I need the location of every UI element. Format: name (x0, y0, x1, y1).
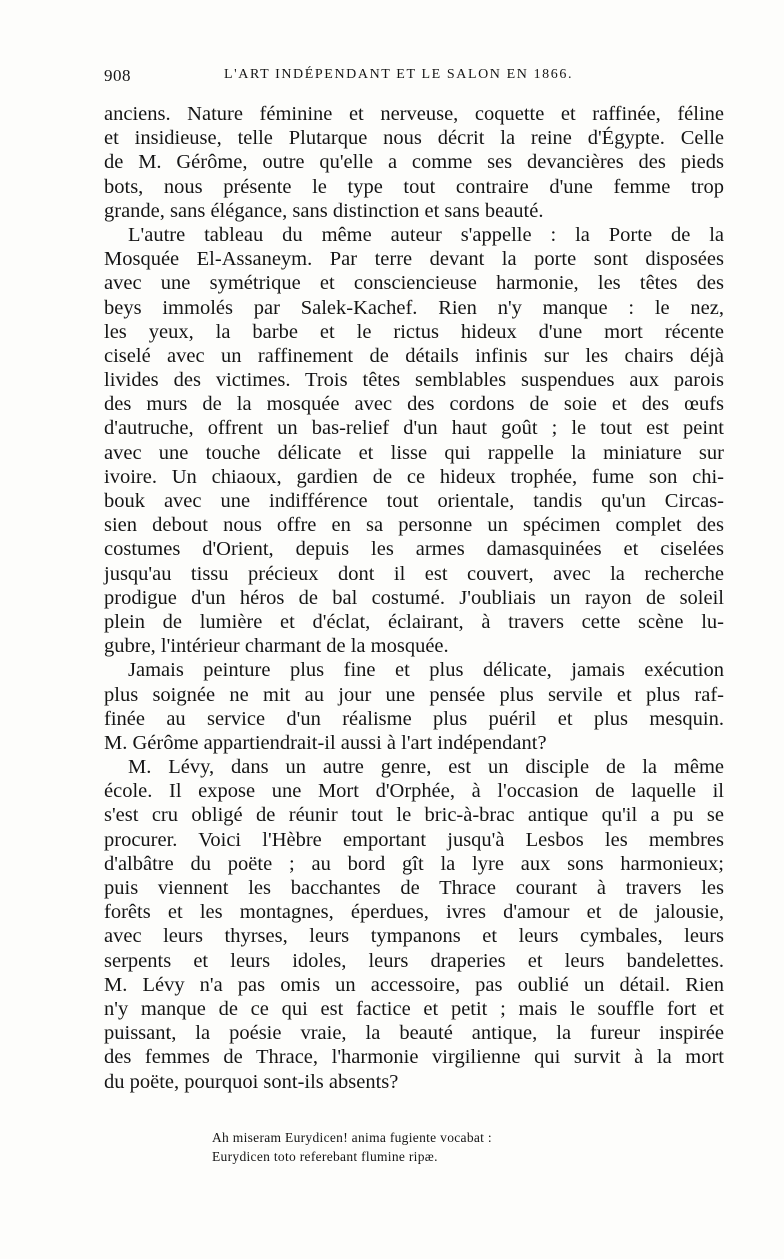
text-line: M. Gérôme appartiendrait-il aussi à l'art indépendant? (104, 731, 547, 754)
text-line: du poëte, pourquoi sont-ils absents? (104, 1070, 399, 1093)
text-line: de M. Gérôme, outre qu'elle a comme ses devancières des pieds (104, 151, 724, 174)
text-line: ciselé avec un raffinement de détails infinis sur les chairs déjà (104, 344, 724, 367)
text-line: plein de lumière et d'éclat, éclairant, à travers cette scène lu- (104, 610, 724, 633)
text-line: sien debout nous offre en sa personne un spécimen complet des (104, 514, 724, 537)
text-line: M. Lévy n'a pas omis un accessoire, pas oublié un détail. Rien (104, 973, 724, 996)
text-line: avec une symétrique et consciencieuse harmonie, les têtes des (104, 272, 724, 295)
text-line: costumes d'Orient, depuis les armes damasquinées et ciselées (104, 538, 724, 561)
text-line: avec leurs thyrses, leurs tympanons et leurs cymbales, leurs (104, 925, 724, 948)
text-line: gubre, l'intérieur charmant de la mosquée. (104, 635, 449, 658)
text-line: puissant, la poésie vraie, la beauté antique, la fureur inspirée (104, 1022, 724, 1045)
text-line: livides des victimes. Trois têtes semblables suspendues aux parois (104, 369, 724, 392)
text-line: Jamais peinture plus fine et plus délicate, jamais exécution (128, 659, 724, 682)
text-line: Mosquée El-Assaneym. Par terre devant la porte sont disposées (104, 248, 724, 271)
text-line: s'est cru obligé de réunir tout le bric-à-brac antique qu'il a pu se (104, 804, 724, 827)
text-line: M. Lévy, dans un autre genre, est un disciple de la même (128, 756, 724, 779)
body-text (104, 102, 724, 1094)
text-line: d'autruche, offrent un bas-relief d'un haut goût ; le tout est peint (104, 417, 724, 440)
text-line: jusqu'au tissu précieux dont il est couvert, avec la recherche (104, 562, 724, 585)
text-line: n'y manque de ce qui est factice et petit ; mais le souffle fort et (104, 997, 724, 1020)
text-line: des murs de la mosquée avec des cordons de soie et des œufs (104, 393, 724, 416)
text-line: L'autre tableau du même auteur s'appelle : la Porte de la (128, 223, 724, 246)
text-line: et insidieuse, telle Plutarque nous décrit la reine d'Égypte. Celle (104, 127, 724, 150)
quote-line: Eurydicen toto referebant flumine ripæ. (212, 1149, 438, 1164)
text-line: prodigue d'un héros de bal costumé. J'oubliais un rayon de soleil (104, 586, 724, 609)
text-line: beys immolés par Salek-Kachef. Rien n'y manque : le nez, (104, 296, 724, 319)
quote-line: Ah miseram Eurydicen! anima fugiente vocabat : (212, 1130, 492, 1145)
text-line: les yeux, la barbe et le rictus hideux d'une mort récente (104, 320, 724, 343)
page-header (104, 66, 722, 88)
text-line: bots, nous présente le type tout contraire d'une femme trop (104, 175, 724, 198)
running-title: L'ART INDÉPENDANT ET LE SALON EN 1866. (224, 67, 574, 82)
text-line: anciens. Nature féminine et nerveuse, coquette et raffinée, féline (104, 103, 724, 125)
text-line: procurer. Voici l'Hèbre emportant jusqu'à Lesbos les membres (104, 828, 724, 851)
text-line: serpents et leurs idoles, leurs draperies et leurs bandelettes. (104, 949, 724, 972)
text-line: bouk avec une indifférence tout orientale, tandis qu'un Circas- (104, 490, 724, 512)
text-line: ivoire. Un chiaoux, gardien de ce hideux trophée, fume son chi- (104, 465, 724, 488)
text-line: avec une touche délicate et lisse qui rappelle la miniature sur (104, 441, 724, 464)
text-line: des femmes de Thrace, l'harmonie virgilienne qui survit à la mort (104, 1046, 724, 1069)
text-line: grande, sans élégance, sans distinction et sans beauté. (104, 199, 544, 222)
text-line: école. Il expose une Mort d'Orphée, à l'occasion de laquelle il (104, 780, 724, 803)
text-line: plus soignée ne mit au jour une pensée plus servile et plus raf- (104, 683, 724, 706)
text-line: puis viennent les bacchantes de Thrace courant à travers les (104, 877, 724, 899)
text-line: d'albâtre du poëte ; au bord gît la lyre aux sons harmonieux; (104, 852, 724, 875)
text-line: forêts et les montagnes, éperdues, ivres d'amour et de jalousie, (104, 901, 724, 924)
page-number: 908 (104, 66, 131, 85)
text-line: finée au service d'un réalisme plus puéril et plus mesquin. (104, 707, 724, 730)
latin-quote (212, 1128, 612, 1166)
